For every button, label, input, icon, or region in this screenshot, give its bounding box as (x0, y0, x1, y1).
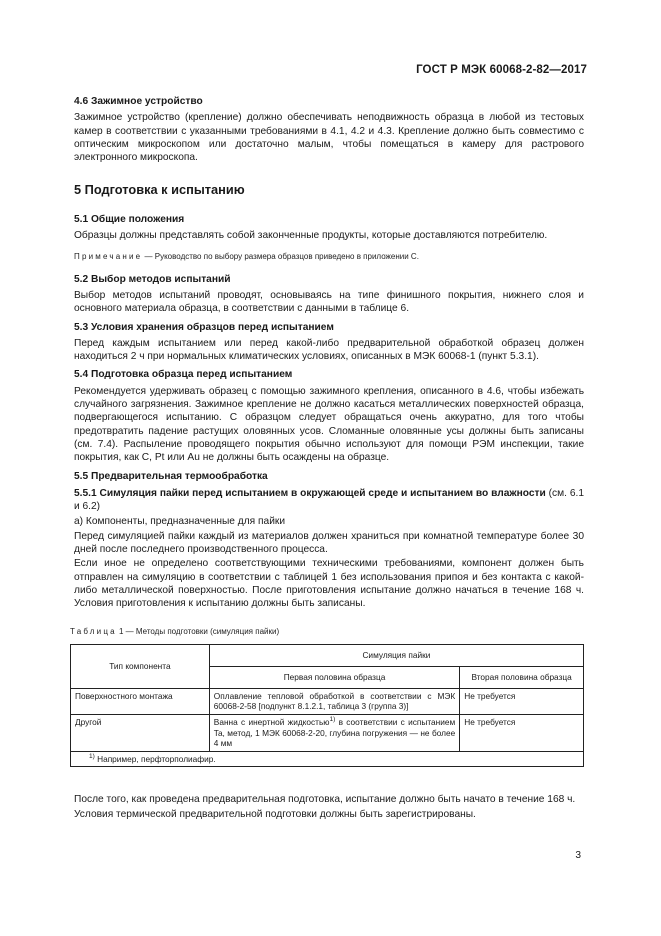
cell-first: Оплавление тепловой обработкой в соответствии с МЭК 60068-2-58 [подпункт 8.1.2.1, таблица 3 (группа 3)] (209, 688, 459, 714)
cell-second: Не требуется (460, 688, 584, 714)
document-code: ГОСТ Р МЭК 60068-2-82—2017 (416, 64, 587, 76)
page-number: 3 (575, 850, 581, 861)
section-5-1-note: Примечание — Руководство по выбору размера образцов приведено в приложении С. (74, 252, 419, 262)
item-a: а) Компоненты, предназначенные для пайки (74, 516, 286, 528)
section-5-5-title: 5.5 Предварительная термообработка (74, 470, 268, 482)
section-5-1-title: 5.1 Общие положения (74, 213, 185, 225)
page-body (70, 93, 584, 821)
after-p2: Условия термической предварительной подготовки должны быть зарегистрированы. (74, 808, 476, 820)
table-footnote: $^{1)}$ Например, перфторполиафир. (71, 751, 584, 767)
section-4-6-title: 4.6 Зажимное устройство (74, 96, 203, 107)
section-4-6-text: Зажимное устройство (крепление) должно обеспечивать неподвижность образца в любой из тестовых камер в соответствии с указанными требованиями в 4.1, 4.2 и 4.3. Крепление должно быть совместимо с оптическим микроскопом или достаточно малым, чтобы помещаться в камеру для растрового электронного микроскопа. (74, 112, 584, 164)
section-5-4-title: 5.4 Подготовка образца перед испытанием (74, 369, 293, 381)
section-5-5-1-p1: Перед симуляцией пайки каждый из материалов должен храниться при комнатной температуре более 30 дней после последнего производственного процесса. (74, 530, 584, 556)
th-second-half: Вторая половина образца (460, 666, 584, 688)
after-p1: После того, как проведена предварительная подготовка, испытание должно быть начато в течение 168 ч. (74, 794, 576, 806)
section-5-title: 5 Подготовка к испытанию (74, 182, 245, 198)
th-solder-sim: Симуляция пайки (209, 644, 583, 666)
cell-type: Другой (71, 714, 210, 751)
th-component-type: Тип компонента (71, 644, 210, 688)
section-5-1-text: Образцы должны представлять собой законченные продукты, которые доставляются потребителю. (74, 230, 548, 242)
table-caption: Таблица 1 — Методы подготовки (симуляция пайки) (70, 626, 280, 636)
section-5-2-text: Выбор методов испытаний проводят, основываясь на типе финишного покрытия, нижнего слоя и основного материала образца, в соответствии с данными в таблице 6. (74, 289, 584, 315)
table-footnote-row (71, 751, 584, 767)
table-row (71, 714, 584, 751)
cell-second: Не требуется (460, 714, 584, 751)
section-5-3-title: 5.3 Условия хранения образцов перед испытанием (74, 321, 334, 333)
prep-methods-table (70, 644, 584, 768)
section-5-5-1-p2: Если иное не определено соответствующими техническими требованиями, компонент должен быть отправлен на симуляцию в соответствии с таблицей 1 без использования припоя и без контакта с какой-либо металлической поверхностью. После приготовления испытание должно начаться в течение 168 ч. Условия приготовления к испытанию должны быть записаны. (74, 558, 584, 610)
cell-type: Поверхностного монтажа (71, 688, 210, 714)
th-first-half: Первая половина образца (209, 666, 459, 688)
section-5-5-1-title: 5.5.1 Симуляция пайки перед испытанием в окружающей среде и испытанием во влажности (см. 6.1 и 6.2) (74, 487, 584, 513)
cell-first: Ванна с инертной жидкостью$^{1)}$ в соответствии с испытанием Ta, метод, 1 МЭК 60068-2-20, глубина погружения — не более 4 мм (209, 714, 459, 751)
section-5-4-text: Рекомендуется удерживать образец с помощью зажимного крепления, описанного в 4.6, чтобы избежать случайного загрязнения. Зажимное крепление не должно касаться металлических поверхностей образца, подвергающегося испытанию. С образцом следует обращаться очень аккуратно, для того чтобы предотвратить падение растущих оловянных усов. Сломанные оловянные усы должны быть записаны (см. 7.4). Распыление проводящего покрытия обычно используют для помощи РЭМ инспекции, такие покрытия, как C, Pt или Au не должны быть осаждены на образце. (74, 385, 584, 464)
section-5-3-text: Перед каждым испытанием или перед какой-либо предварительной обработкой образец должен находиться 2 ч при нормальных климатических условиях, описанных в МЭК 60068-1 (пункт 5.3.1). (74, 337, 584, 363)
table-row (71, 688, 584, 714)
section-5-2-title: 5.2 Выбор методов испытаний (74, 273, 231, 285)
